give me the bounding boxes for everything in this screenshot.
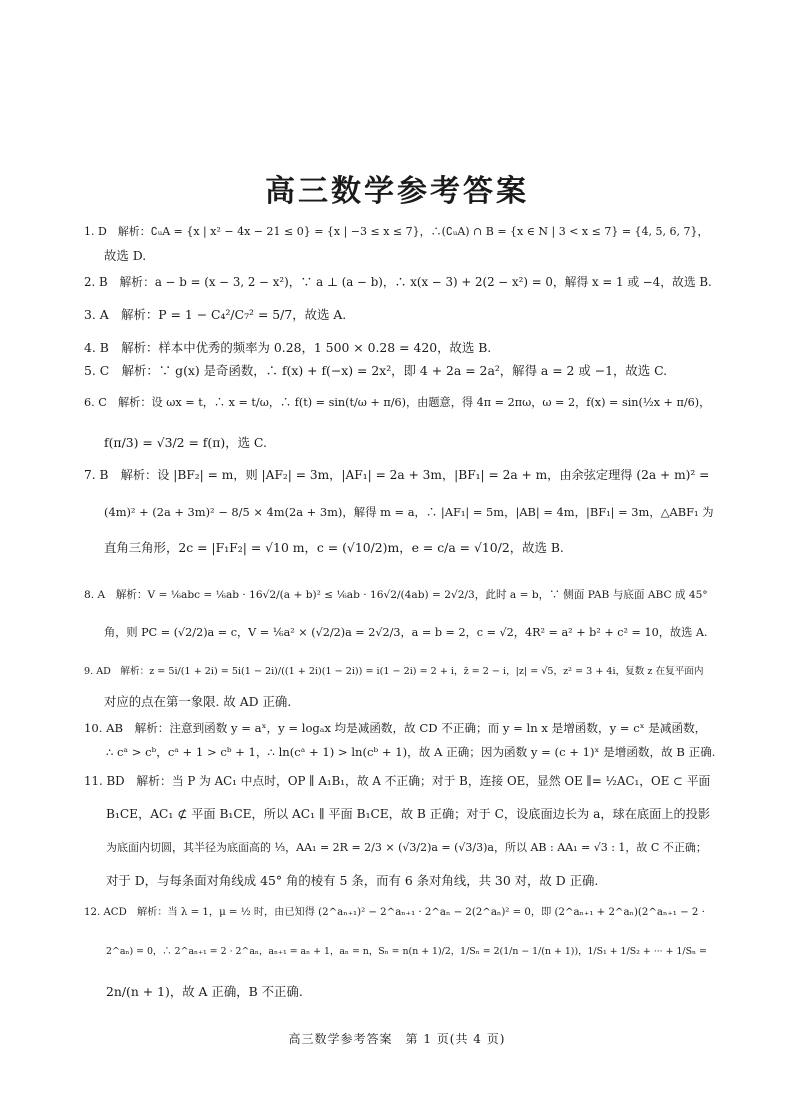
answer-11-line-4: 对于 D，与每条面对角线成 45° 角的棱有 5 条，而有 6 条对角线，共 30 对，故 D 正确.	[106, 873, 599, 888]
answer-8-line-2: 角，则 PC = (√2/2)a = c，V = ⅙a² × (√2/2)a = 2√2/3，a = b = 2，c = √2，4R² = a² + b² + c² = 10，故选 A.	[104, 626, 708, 639]
page-title: 高三数学参考答案	[265, 174, 529, 209]
answer-12-line-2: 2^aₙ) = 0，∴ 2^aₙ₊₁ = 2 · 2^aₙ，aₙ₊₁ = aₙ + 1，aₙ = n，Sₙ = n(n + 1)/2，1/Sₙ = 2(1/n − 1/(n + 1))，1/S₁ + 1/S₂ + ··· + 1/Sₙ =	[106, 946, 707, 957]
answer-1-line-1: 1. D 解析：∁ᵤA = {x | x² − 4x − 21 ≤ 0} = {x | −3 ≤ x ≤ 7}，∴(∁ᵤA) ∩ B = {x ∈ N | 3 < x ≤ 7} = {4, 5, 6, 7}，	[84, 225, 709, 238]
answer-8-line-1: 8. A 解析：V = ⅙abc = ⅙ab · 16√2/(a + b)² ≤ ⅙ab · 16√2/(4ab) = 2√2/3，此时 a = b，∵ 侧面 PAB 与底面 ABC 成 45°	[84, 589, 708, 601]
answer-1-line-2: 故选 D.	[104, 248, 147, 263]
answer-11-line-1: 11. BD 解析：当 P 为 AC₁ 中点时，OP ∥ A₁B₁，故 A 不正确；对于 B，连接 OE，显然 OE ∥= ½AC₁，OE ⊂ 平面	[84, 774, 711, 788]
answer-10-line-2: ∴ cᵃ > cᵇ，cᵃ + 1 > cᵇ + 1，∴ ln(cᵃ + 1) > ln(cᵇ + 1)，故 A 正确；因为函数 y = (c + 1)ˣ 是增函数，故 B 正确.	[106, 745, 716, 759]
answer-12-line-1: 12. ACD 解析：当 λ = 1，μ = ½ 时，由已知得 (2^aₙ₊₁)² − 2^aₙ₊₁ · 2^aₙ − 2(2^aₙ)² = 0，即 (2^aₙ₊₁ + 2^aₙ)(2^aₙ₊₁ − 2 ·	[84, 907, 705, 918]
answer-5-line-1: 5. C 解析：∵ g(x) 是奇函数，∴ f(x) + f(−x) = 2x²，即 4 + 2a = 2a²，解得 a = 2 或 −1，故选 C.	[84, 363, 668, 378]
answer-9-line-1: 9. AD 解析：z = 5i/(1 + 2i) = 5i(1 − 2i)/((1 + 2i)(1 − 2i)) = i(1 − 2i) = 2 + i，z̄ = 2 − i，|z| = √5，z² = 3 + 4i，复数 z 在复平面内	[84, 666, 704, 677]
answer-6-line-2: f(π/3) = √3/2 = f(π)，选 C.	[104, 435, 267, 450]
page-footer: 高三数学参考答案 第 1 页(共 4 页)	[288, 1032, 506, 1046]
answer-10-line-1: 10. AB 解析：注意到函数 y = aˣ，y = logₐx 均是减函数，故 CD 不正确；而 y = ln x 是增函数，y = cˣ 是减函数，	[84, 721, 707, 735]
answer-7-line-3: 直角三角形，2c = |F₁F₂| = √10 m，c = (√10/2)m，e = c/a = √10/2，故选 B.	[104, 540, 564, 555]
answer-12-line-3: 2n/(n + 1)，故 A 正确，B 不正确.	[106, 984, 303, 999]
answer-7-line-1: 7. B 解析：设 |BF₂| = m，则 |AF₂| = 3m，|AF₁| = 2a + 3m，|BF₁| = 2a + m，由余弦定理得 (2a + m)² =	[84, 468, 710, 482]
answer-11-line-2: B₁CE，AC₁ ⊄ 平面 B₁CE，所以 AC₁ ∥ 平面 B₁CE，故 B 正确；对于 C，设底面边长为 a，球在底面上的投影	[106, 807, 711, 821]
answer-3-line-1: 3. A 解析：P = 1 − C₄²/C₇² = 5/7，故选 A.	[84, 307, 347, 322]
answer-11-line-3: 为底面内切圆，其半径为底面高的 ⅓，AA₁ = 2R = 2/3 × (√3/2)a = (√3/3)a，所以 AB : AA₁ = √3 : 1，故 C 不正确；	[106, 841, 707, 854]
answer-9-line-2: 对应的点在第一象限. 故 AD 正确.	[104, 694, 292, 709]
answer-2-line-1: 2. B 解析：a − b = (x − 3, 2 − x²)，∵ a ⊥ (a − b)，∴ x(x − 3) + 2(2 − x²) = 0，解得 x = 1 或 −4，故选 B.	[84, 275, 712, 289]
answer-7-line-2: (4m)² + (2a + 3m)² − 8/5 × 4m(2a + 3m)，解得 m = a，∴ |AF₁| = 5m，|AB| = 4m，|BF₁| = 3m，△ABF₁ 为	[104, 505, 714, 519]
answer-6-line-1: 6. C 解析：设 ωx = t，∴ x = t/ω，∴ f(t) = sin(t/ω + π/6)，由题意，得 4π = 2πω，ω = 2，f(x) = sin(½x + π/6)，	[84, 396, 711, 409]
answer-4-line-1: 4. B 解析：样本中优秀的频率为 0.28，1 500 × 0.28 = 420，故选 B.	[84, 340, 492, 355]
